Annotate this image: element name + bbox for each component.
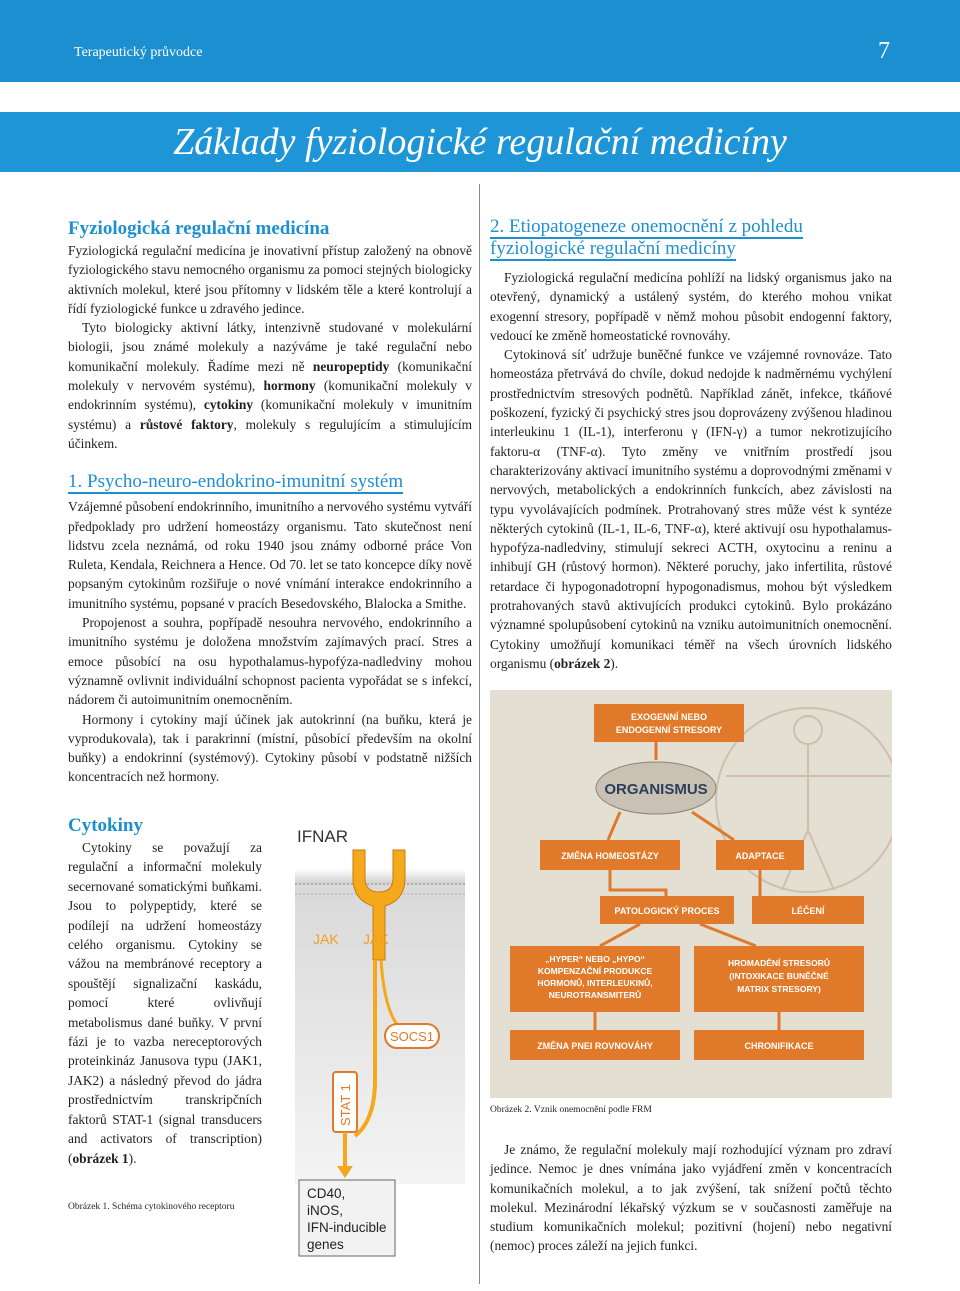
hyper-line-4: NEUROTRANSMITERŮ: [548, 990, 642, 1000]
organismus-label: ORGANISMUS: [604, 781, 708, 798]
title-banner: [0, 112, 960, 172]
socs1-label: SOCS1: [389, 1029, 435, 1044]
hromadeni-line-3: MATRIX STRESORY): [737, 984, 821, 994]
adaptace-label: ADAPTACE: [735, 851, 785, 861]
closing-text: [490, 1140, 892, 1256]
genes-line-2: iNOS,: [307, 1203, 344, 1218]
figure-1-caption: Obrázek 1. Schéma cytokinového receptoru: [68, 1202, 235, 1212]
cytokine-receptor-figure: [285, 820, 470, 1260]
closing-paragraph: Je známo, že regulační molekuly mají rozhodující význam pro zdraví jedince. Nemoc je dnes vnímána jako vyjádření změn v koncentracích komunikačních molekul, a to jak zvýšení, tak snížení počtů těchto molekul. Mezinárodní lékařský výzkum se v současnosti zaměřuje na studium komunikačních molekul; pozitivní (hojení) nebo negativní (nemoc) proces záleží na jejich funkci.: [490, 1142, 892, 1254]
cytokiny-heading: Cytokiny: [68, 815, 143, 836]
zmena-pnei-label: ZMĚNA PNEI ROVNOVÁHY: [537, 1041, 653, 1051]
intro-paragraph-1: Fyziologická regulační medicína je inovativní přístup založený na obnově fyziologického stavu nemocného organismu za pomoci stejných biologicky aktivních molekul, které jsou přítomny v lidském těle a které kontrolují a řídí fyziologické funkce u zdravého jedince.: [68, 243, 472, 316]
chronifikace-label: CHRONIFIKACE: [744, 1041, 814, 1051]
genes-line-3: IFN-inducible: [307, 1220, 387, 1235]
section-2-heading-line-1: 2. Etiopatogeneze onemocnění z pohledu: [490, 216, 803, 237]
section-1-paragraph-3: Hormony i cytokiny mají účinek jak autokrinní (na buňku, která je vyprodukovala), tak i parakrinní (místní, působící především na okolní buňky) a endokrinní (systémový). Cytokiny působí v podstatně nižších koncentracích než hormony.: [68, 711, 472, 785]
section-2-paragraph-2: Cytokinová síť udržuje buněčné funkce ve vzájemné rovnováze. Tato homeostáza přetrvává do chvíle, dokud nedojde k nadměrnému vychýlení prostřednictvím stresových podnětů. Například zánět, infekce, tkáňové poškození, fyzický či psychický stres jsou doprovázeny zvýšenou hladinou interleukinu 1 (IL-1), interferonu γ (IFN-γ) a tumor nekrotizujícího faktoru-α (TNF-α). Tyto změny ve vnitřním prostředí jsou charakterizovány aktivací imunitního systému a doprovodnými změnami v nervových, metabolických a endokrinních funkcích, abez závislosti na typu vyvolávajících podmínek. Protrahovaný stres může vést k syntéze některých cytokinů (IL-1, IL-6, TNF-α), které aktivují osu hypothalamus-hypofýza-nadledviny, stimulují sekreci ACTH, oxytocinu a reninu a inhibují GH (růstový hormon). Některé poruchy, jako infertilita, růstové retardace či hypogonadotropní hypogonadismus, mohou být výsledkem protrahovaných stavů aktivujících produkci cytokinů. Bylo prokázáno významné spolupůsobení cytokinů na vzniku autoimunitních onemocnění. Cytokiny umožňují komunikaci téměř na všech úrovních lidského organismu (obrázek 2).: [490, 347, 892, 671]
ifnar-label: IFNAR: [297, 827, 348, 846]
top-header-bar: [0, 0, 960, 82]
section-2-paragraph-1: Fyziologická regulační medicína pohlíží na lidský organismus jako na otevřený, dynamický a ustálený systém, do kterého mohou vnikat exogenní stresory, popřípadě v němž mohou působit endogenní faktory, vedoucí ke změně homeostatické rovnováhy.: [490, 270, 892, 343]
jak-left-label: JAK: [313, 931, 339, 947]
genes-line-1: CD40,: [307, 1186, 346, 1201]
figure-2-caption: Obrázek 2. Vznik onemocnění podle FRM: [490, 1105, 652, 1115]
membrane-outer: [295, 868, 465, 884]
section-1-paragraph-2: Propojenost a souhra, popřípadě nesouhra nervového, endokrinního a imunitního systému je doložena množstvím zajímavých prací. Stres a emoce působící na osu hypothalamus-hypofýza-nadledviny mohou významně ovlivnit individuální schopnost pacienta vypořádat se s infekcí, nádorem či autoimunitním onemocněním.: [68, 615, 472, 708]
stat1-label: STAT 1: [338, 1084, 353, 1126]
hyper-line-3: HORMONŮ, INTERLEUKINŮ,: [537, 978, 653, 988]
intro-paragraph-2: Tyto biologicky aktivní látky, intenzivně studované v molekulární biologii, jsou známé molekuly a nazýváme je také regulační nebo komunikační molekuly. Řadíme mezi ně neuropeptidy (komunikační molekuly v nervovém systému), hormony (komunikační molekuly v endokrinním systému), cytokiny (komunikační molekuly v imunitním systému) a růstové faktory, molekuly s regulujícím a stimulujícím účinkem.: [68, 320, 473, 451]
page-title: Základy fyziologické regulační medicíny: [173, 121, 787, 163]
genes-line-4: genes: [307, 1237, 344, 1252]
exo-line-1: EXOGENNÍ NEBO: [630, 712, 708, 722]
box-exogenni-stresory: [594, 704, 744, 742]
right-column: [490, 216, 892, 673]
zmena-homeostazy-label: ZMĚNA HOMEOSTÁZY: [561, 851, 659, 861]
running-title: Terapeutický průvodce: [74, 45, 203, 60]
hyper-line-2: KOMPENZAČNÍ PRODUKCE: [537, 966, 653, 976]
jak-right-label: JAK: [363, 931, 389, 947]
cytokiny-paragraph: Cytokiny se považují za regulační a informační molekuly secernované somatickými buňkami. Jsou to polypeptidy, které se podílejí na udržení homeostázy celého organismu. Cytokiny se vážou na membránové receptory a spouštějí signalizační kaskádu, pomocí které ovlivňují metabolismus dané buňky. V první fázi je to vazba nereceptorových proteinkináz Janusova typu (JAK1, JAK2) a následný převod do jádra prostřednictvím transkripčních faktorů STAT-1 (signal transducers and activators of transcription) (obrázek 1).: [68, 840, 262, 1166]
disease-origin-diagram: [490, 690, 892, 1098]
cytokiny-box: [68, 815, 262, 1168]
patologicky-proces-label: PATOLOGICKÝ PROCES: [614, 906, 720, 916]
section-1-heading: 1. Psycho-neuro-endokrino-imunitní systém: [68, 471, 404, 493]
leceni-label: LÉČENÍ: [791, 906, 825, 916]
hyper-line-1: „HYPER“ NEBO „HYPO“: [545, 954, 645, 964]
intro-heading: Fyziologická regulační medicína: [68, 218, 330, 239]
section-1-paragraph-1: Vzájemné působení endokrinního, imunitního a nervového systému vytváří předpoklady pro udržení homeostázy organismu. Tato skutečnost není lidstvu zcela neznámá, od roku 1940 jsou známy odborné práce Von Ruleta, Kendala, Reichnera a Hence. Od 70. let se tato koncepce díky nově popsaným cytokinům rozšiřuje o nové vnímání interakce endokrinního a imunitního systému, popsané v pracích Besedovského, Blalocka a Smithe.: [68, 499, 472, 611]
exo-line-2: ENDOGENNÍ STRESORY: [615, 725, 723, 735]
hromadeni-line-1: HROMADĚNÍ STRESORŮ: [727, 958, 831, 968]
hromadeni-line-2: (INTOXIKACE BUNĚČNÉ: [729, 971, 829, 981]
column-divider: [479, 184, 480, 1284]
page-number: 7: [878, 38, 890, 64]
section-2-heading-line-2: fyziologické regulační medicíny: [490, 238, 736, 259]
left-column: [68, 218, 472, 787]
